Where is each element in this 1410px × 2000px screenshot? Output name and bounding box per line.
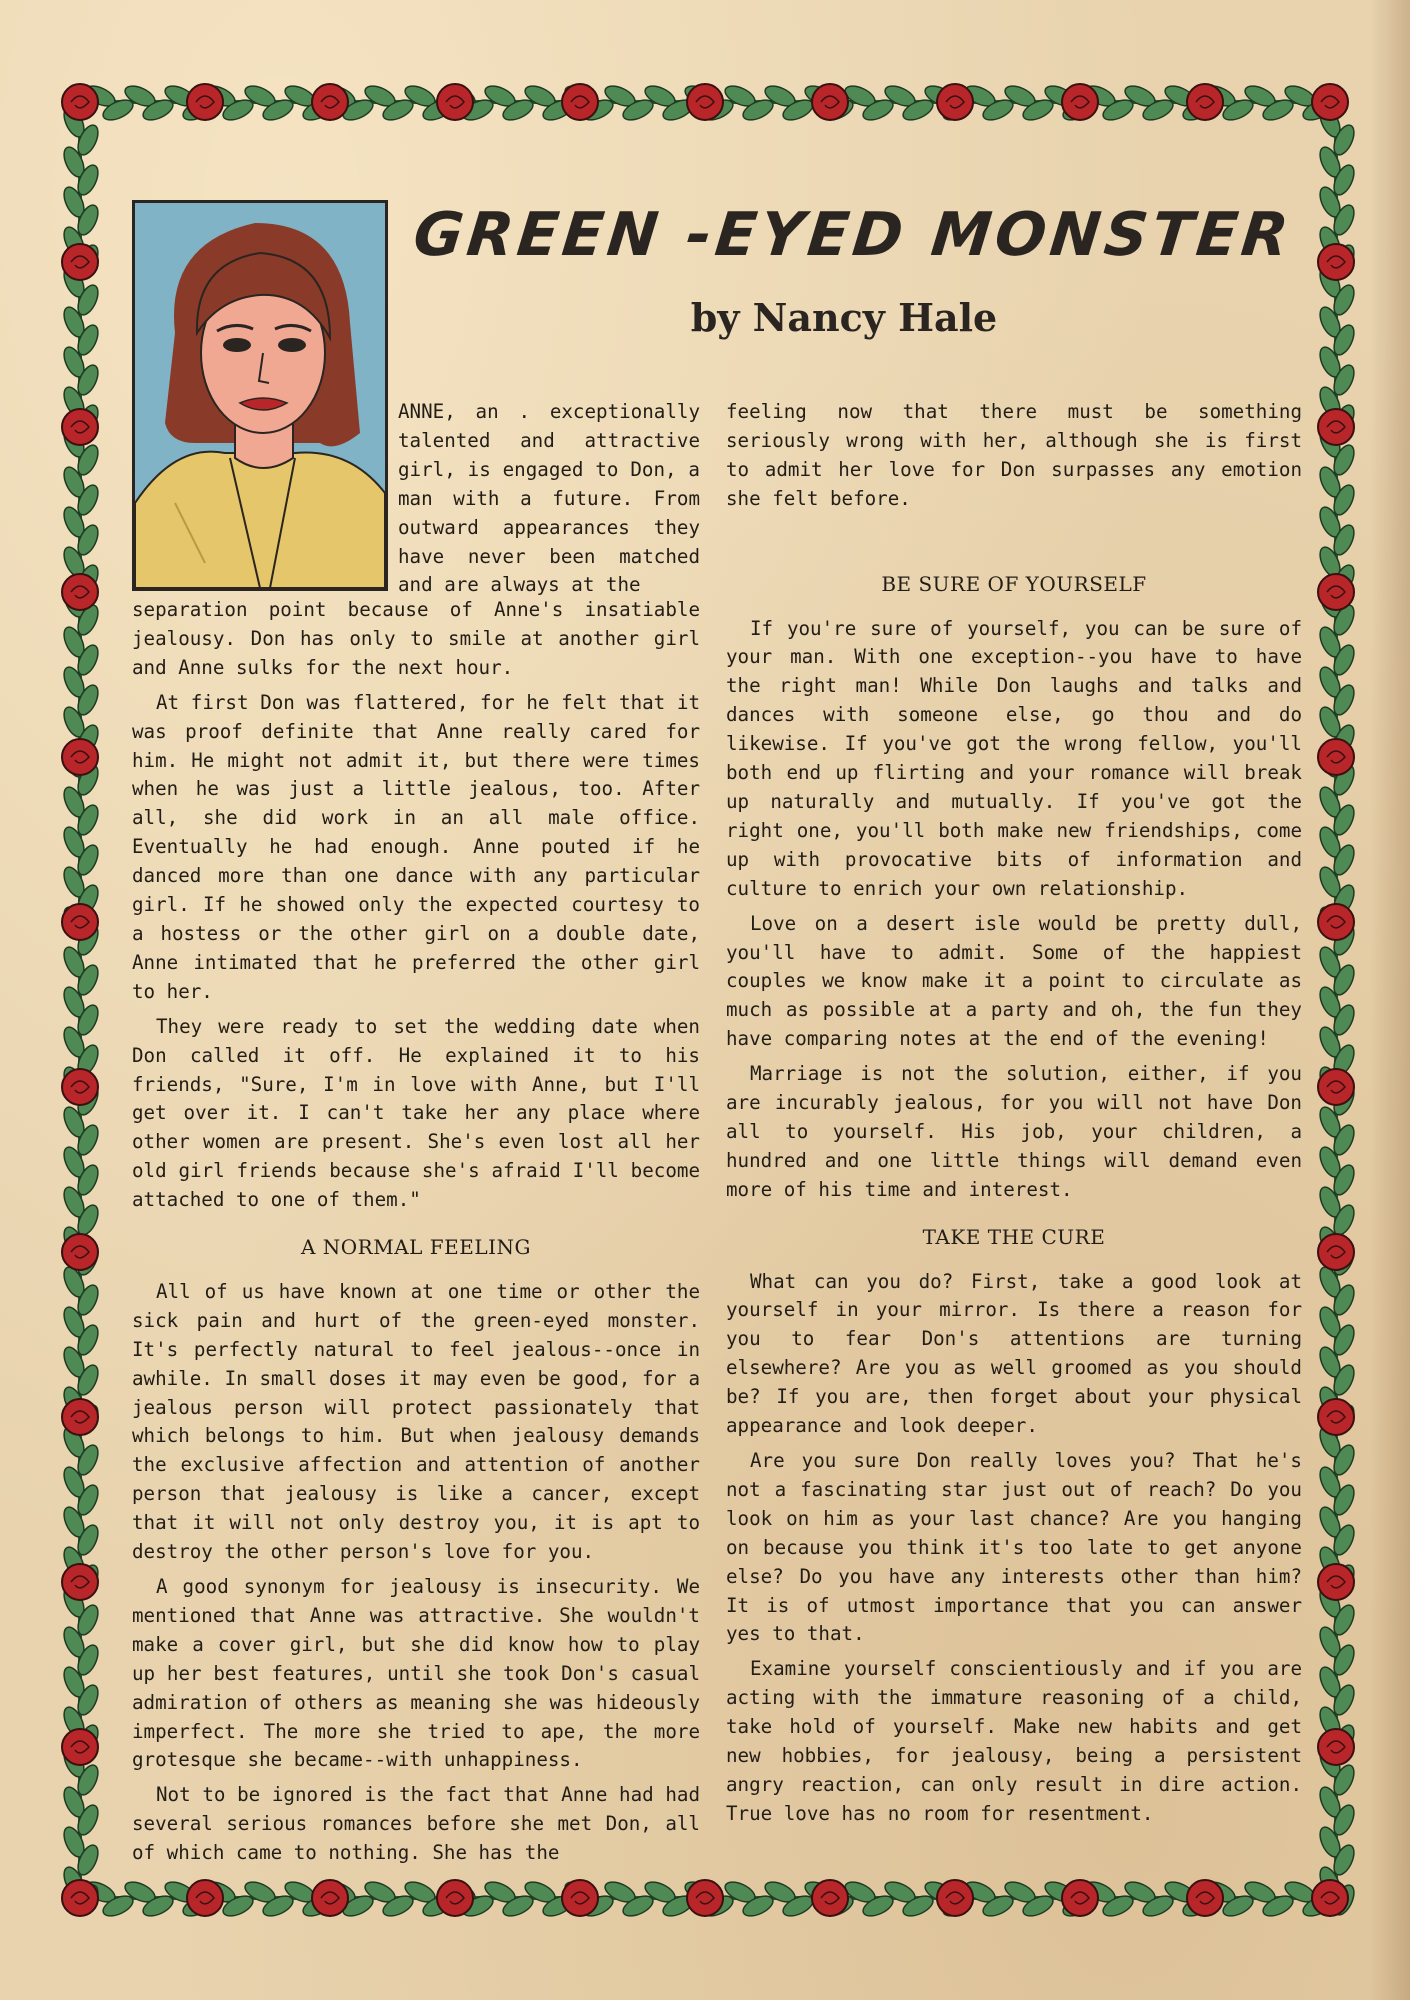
left-column-wrap-text (398, 398, 700, 606)
article-byline: by Nancy Hale (690, 295, 998, 340)
paragraph: feeling now that there must be something seriously wrong with her, although she is first to admit her love for Don surpasses any emotion she felt before. (726, 400, 1302, 510)
paragraph: Not to be ignored is the fact that Anne had had several serious romances before she met Don, all of which came to nothing. She has the (132, 1783, 700, 1865)
border-rose (812, 1880, 848, 1916)
section-heading: TAKE THE CURE (922, 1224, 1106, 1249)
border-rose (1318, 1564, 1354, 1600)
border-rose (1062, 84, 1098, 120)
border-rose (62, 244, 98, 280)
border-rose (437, 1880, 473, 1916)
border-rose (62, 409, 98, 445)
border-rose (62, 739, 98, 775)
paragraph: What can you do? First, take a good look at yourself in your mirror. Is there a reason for you to fear Don's attentions are turning elsewhere? Are you as well groomed as you should be? If you are, then forget about your physical appearance and look deeper. (726, 1269, 1302, 1438)
border-rose (937, 84, 973, 120)
border-rose (1318, 1399, 1354, 1435)
paragraph: Marriage is not the solution, either, if you are incurably jealous, for you will not have Don all to yourself. His job, your children, a hundred and one little things will demand even more of his time and interest. (726, 1062, 1302, 1201)
border-rose (312, 1880, 348, 1916)
left-column (132, 596, 700, 1874)
border-rose (187, 84, 223, 120)
border-rose (1318, 574, 1354, 610)
border-rose (1187, 1880, 1223, 1916)
border-rose (562, 84, 598, 120)
paragraph: Examine yourself conscientiously and if you are acting with the immature reasoning of a child, take hold of yourself. Make new habits and get new hobbies, for jealousy, being a persistent angry reaction, can only result in dire action. True love has no room for resentment. (726, 1657, 1302, 1825)
border-rose (62, 1399, 98, 1435)
border-rose (687, 1880, 723, 1916)
border-rose (1318, 244, 1354, 280)
border-rose (62, 1729, 98, 1765)
paragraph: Are you sure Don really loves you? That he's not a fascinating star just out of reach? Do you look on him as your last chance? Are you hanging on because you think it's too late to get anyone else? Do you have any interests other than him? It is of utmost importance that you can answer yes to that. (726, 1449, 1302, 1646)
border-rose (812, 84, 848, 120)
border-rose (1318, 1729, 1354, 1765)
article-title: GREEN -EYED MONSTER (410, 200, 1296, 270)
border-rose (937, 1880, 973, 1916)
border-rose (312, 84, 348, 120)
paragraph: separation point because of Anne's insatiable jealousy. Don has only to smile at another girl and Anne sulks for the next hour. (132, 598, 700, 679)
border-rose (562, 1880, 598, 1916)
border-rose (1062, 1880, 1098, 1916)
paragraph: All of us have known at one time or other the sick pain and hurt of the green-eyed monster. It's perfectly natural to feel jealous--once in awhile. In small doses it may even be good, for a jealous person will protect passionately that which belongs to him. But when jealousy demands the exclusive affection and attention of another person that jealousy is like a cancer, except that it will not only destroy you, it is apt to destroy the other person's love for you. (132, 1279, 700, 1564)
border-rose (1318, 409, 1354, 445)
paragraph: Love on a desert isle would be pretty dull, you'll have to admit. Some of the happiest couples we know make it a point to circulate as much as possible at a party and oh, the fun they have comparing notes at the end of the evening! (726, 911, 1302, 1051)
border-rose (62, 1234, 98, 1270)
border-rose (187, 1880, 223, 1916)
section-heading: A NORMAL FEELING (300, 1235, 532, 1260)
border-rose (62, 574, 98, 610)
border-rose (1318, 739, 1354, 775)
paragraph: ANNE, an . exceptionally talented and attractive girl, is engaged to Don, a man with a future. From outward appearances they have never been matched and are always at the (398, 400, 700, 597)
border-rose (62, 1069, 98, 1105)
woman-portrait-illustration (132, 200, 388, 591)
border-rose (1312, 84, 1348, 120)
border-rose (1318, 1234, 1354, 1270)
border-rose (1318, 904, 1354, 940)
border-rose (1318, 1069, 1354, 1105)
border-rose (62, 904, 98, 940)
border-rose (62, 1564, 98, 1600)
border-rose (687, 84, 723, 120)
section-heading: BE SURE OF YOURSELF (881, 571, 1147, 596)
article (122, 150, 1302, 1865)
paragraph: They were ready to set the wedding date when Don called it off. He explained it to his friends, "Sure, I'm in love with Anne, but I'll get over it. I can't take her any place where other women are present. She's even lost all her old girl friends because she's afraid I'll become attached to one of them." (132, 1014, 700, 1212)
page-spine-shade (1370, 0, 1410, 2000)
border-rose (62, 1880, 98, 1916)
right-column (726, 398, 1302, 1835)
border-rose (437, 84, 473, 120)
border-rose (1187, 84, 1223, 120)
paragraph: If you're sure of yourself, you can be sure of your man. With one exception--you have to have the right man! While Don laughs and talks and dances with someone else, go thou and do likewise. If you've got the wrong fellow, you'll both end up flirting and your romance will break up naturally and mutually. If you've got the right one, you'll both make new friendships, come up with provocative bits of information and culture to enrich your own relationship. (726, 616, 1302, 900)
border-rose (62, 84, 98, 120)
paragraph: A good synonym for jealousy is insecurity. We mentioned that Anne was attractive. She wouldn't make a cover girl, but she did know how to play up her best features, until she took Don's casual admiration of others as meaning she was hideously imperfect. The more she tried to ape, the more grotesque she became--with unhappiness. (132, 1575, 700, 1772)
border-rose (1312, 1880, 1348, 1916)
paragraph: At first Don was flattered, for he felt that it was proof definite that Anne really cared for him. He might not admit it, but there were times when he was just a little jealous, too. After all, she did work in an all male office. Eventually he had enough. Anne pouted if he danced more than one dance with any particular girl. If he showed only the expected courtesy to a hostess or the other girl on a double date, Anne intimated that he preferred the other girl to her. (132, 690, 700, 1003)
